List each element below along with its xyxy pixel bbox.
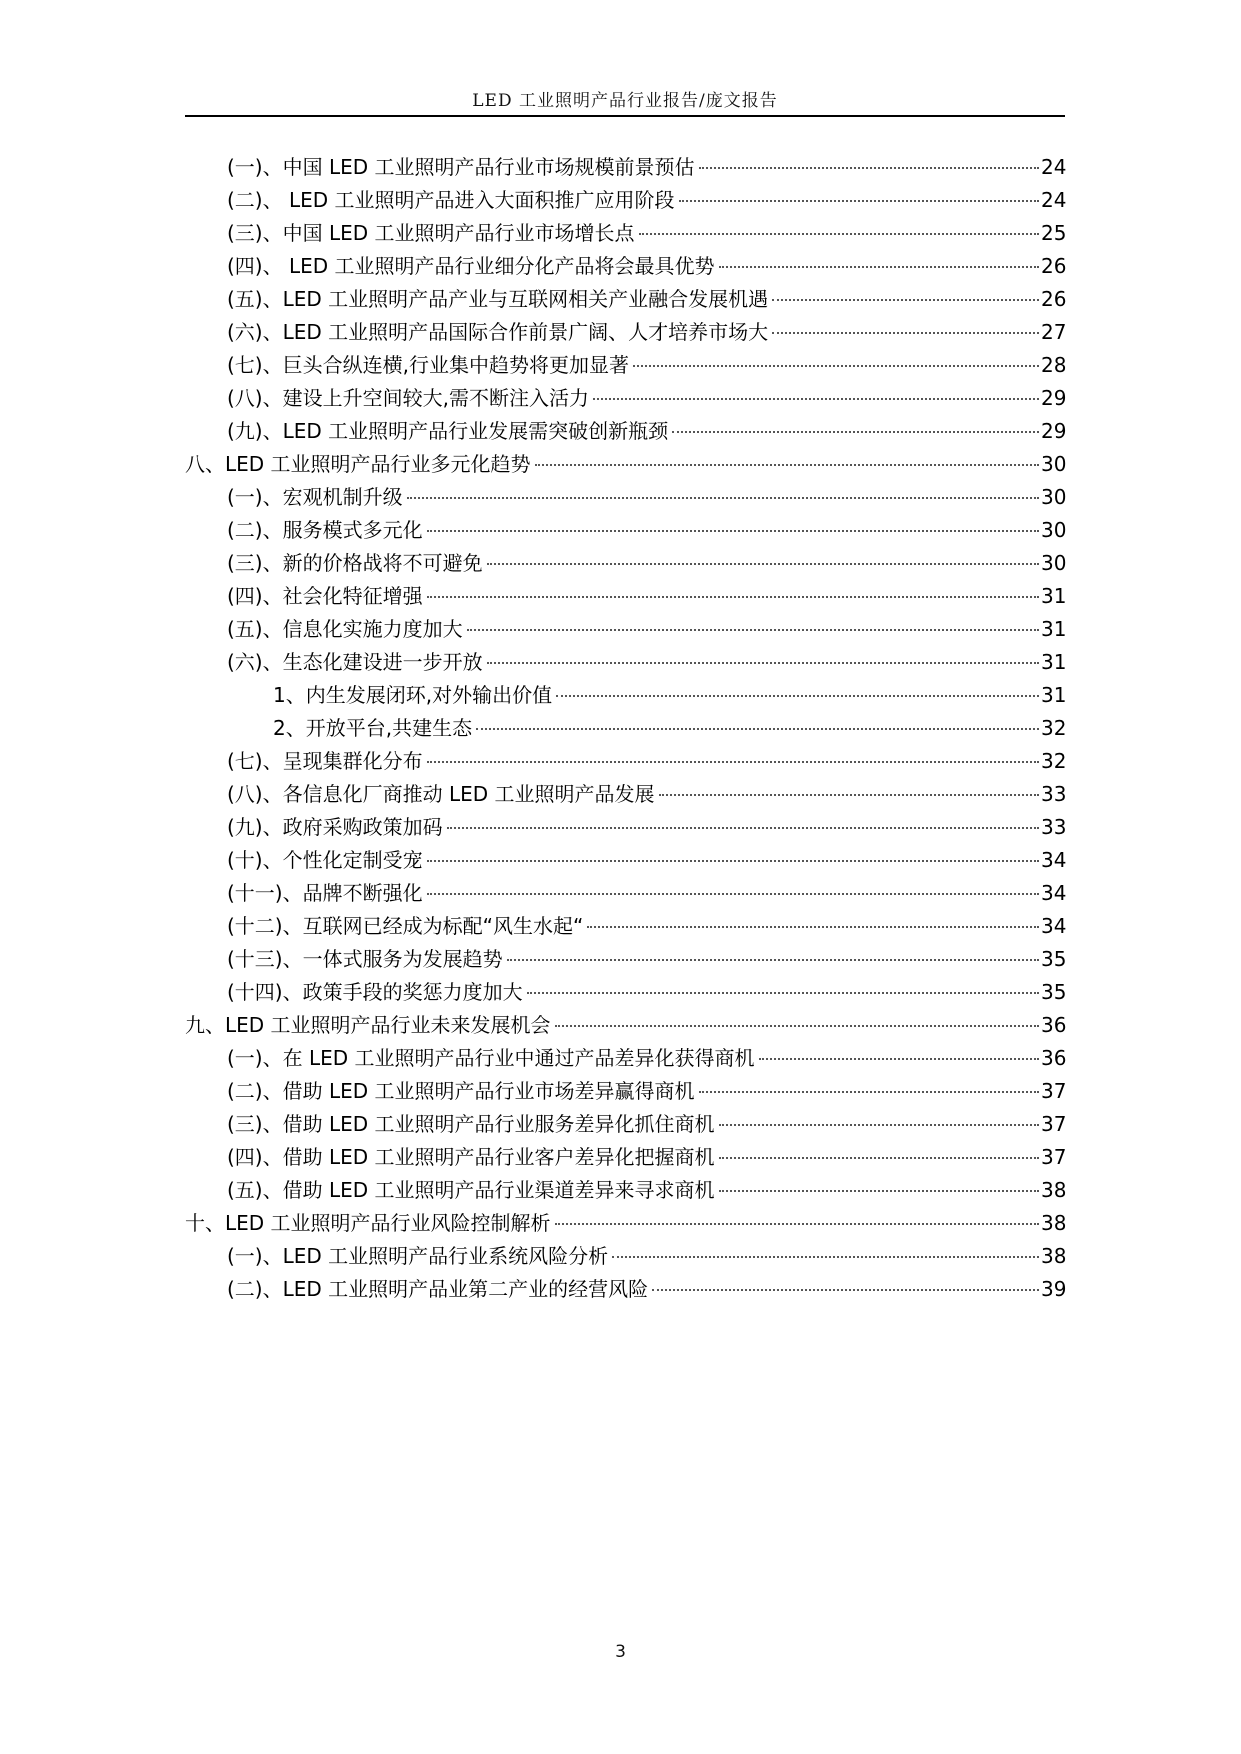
- toc-dot-leader: [699, 1091, 1040, 1093]
- toc-entry[interactable]: [185, 382, 1065, 415]
- toc-entry-page: 38: [1041, 1178, 1067, 1202]
- toc-entry-title: 九、LED 工业照明产品行业未来发展机会: [185, 1013, 551, 1037]
- toc-entry-page: 36: [1041, 1046, 1067, 1070]
- toc-dot-leader: [427, 893, 1039, 895]
- page-header: LED 工业照明产品行业报告/庞文报告: [472, 91, 778, 111]
- toc-dot-leader: [639, 233, 1040, 235]
- toc-entry-page: 34: [1041, 881, 1067, 905]
- toc-entry[interactable]: [185, 1075, 1065, 1108]
- toc-entry-page: 25: [1041, 221, 1067, 245]
- toc-entry-title: (十)、个性化定制受宠: [227, 848, 423, 872]
- toc-entry-title: (二)、LED 工业照明产品业第二产业的经营风险: [227, 1277, 649, 1301]
- toc-dot-leader: [659, 794, 1040, 796]
- toc-entry-page: 31: [1041, 584, 1067, 608]
- toc-entry-page: 29: [1041, 419, 1067, 443]
- toc-entry[interactable]: [185, 745, 1065, 778]
- toc-entry-title: 1、内生发展闭环,对外输出价值: [273, 683, 553, 707]
- toc-dot-leader: [772, 299, 1039, 301]
- toc-entry-page: 27: [1041, 320, 1067, 344]
- toc-entry-title: 2、开放平台,共建生态: [273, 716, 473, 740]
- toc-entry-page: 30: [1041, 518, 1067, 542]
- toc-entry-title: (二)、 LED 工业照明产品进入大面积推广应用阶段: [227, 188, 675, 212]
- toc-entry[interactable]: [185, 217, 1065, 250]
- toc-entry[interactable]: [185, 316, 1065, 349]
- toc-dot-leader: [772, 332, 1039, 334]
- toc-entry[interactable]: [185, 1141, 1065, 1174]
- toc-dot-leader: [699, 167, 1040, 169]
- toc-entry[interactable]: [185, 250, 1065, 283]
- page-number: 3: [615, 1642, 626, 1662]
- toc-entry[interactable]: [185, 943, 1065, 976]
- toc-entry-title: (十四)、政策手段的奖惩力度加大: [227, 980, 523, 1004]
- toc-entry-page: 38: [1041, 1211, 1067, 1235]
- toc-entry[interactable]: [185, 1108, 1065, 1141]
- toc-entry-page: 34: [1041, 914, 1067, 938]
- toc-entry[interactable]: [185, 151, 1065, 184]
- toc-dot-leader: [427, 761, 1039, 763]
- toc-entry-page: 35: [1041, 947, 1067, 971]
- toc-entry[interactable]: [185, 580, 1065, 613]
- toc-entry-title: (九)、LED 工业照明产品行业发展需突破创新瓶颈: [227, 419, 669, 443]
- toc-entry[interactable]: [185, 811, 1065, 844]
- toc-dot-leader: [759, 1058, 1040, 1060]
- toc-dot-leader: [652, 1289, 1039, 1291]
- toc-entry[interactable]: [185, 778, 1065, 811]
- toc-entry-title: (六)、LED 工业照明产品国际合作前景广阔、人才培养市场大: [227, 320, 769, 344]
- toc-dot-leader: [593, 398, 1039, 400]
- toc-entry-title: (三)、借助 LED 工业照明产品行业服务差异化抓住商机: [227, 1112, 715, 1136]
- toc-entry-page: 29: [1041, 386, 1067, 410]
- toc-entry-page: 26: [1041, 254, 1067, 278]
- toc-entry[interactable]: [185, 1174, 1065, 1207]
- toc-entry-title: (四)、社会化特征增强: [227, 584, 423, 608]
- toc-entry-title: (一)、在 LED 工业照明产品行业中通过产品差异化获得商机: [227, 1046, 755, 1070]
- toc-entry-title: 八、LED 工业照明产品行业多元化趋势: [185, 452, 531, 476]
- toc-entry-title: (七)、巨头合纵连横,行业集中趋势将更加显著: [227, 353, 629, 377]
- toc-entry-title: (五)、借助 LED 工业照明产品行业渠道差异来寻求商机: [227, 1178, 715, 1202]
- toc-entry-title: (四)、 LED 工业照明产品行业细分化产品将会最具优势: [227, 254, 715, 278]
- toc-dot-leader: [679, 200, 1040, 202]
- toc-entry-page: 24: [1041, 188, 1067, 212]
- toc-dot-leader: [407, 497, 1039, 499]
- toc-entry-page: 34: [1041, 848, 1067, 872]
- toc-entry[interactable]: [185, 877, 1065, 910]
- toc-dot-leader: [612, 1256, 1039, 1258]
- toc-entry-page: 30: [1041, 485, 1067, 509]
- toc-dot-leader: [487, 662, 1039, 664]
- toc-dot-leader: [719, 1157, 1040, 1159]
- toc-entry[interactable]: [185, 1273, 1065, 1306]
- toc-entry-title: (二)、服务模式多元化: [227, 518, 423, 542]
- toc-entry[interactable]: [185, 184, 1065, 217]
- toc-entry-title: (八)、各信息化厂商推动 LED 工业照明产品发展: [227, 782, 655, 806]
- header-rule: [185, 115, 1065, 117]
- toc-dot-leader: [555, 1223, 1039, 1225]
- toc-entry[interactable]: [185, 1009, 1065, 1042]
- toc-entry-title: (六)、生态化建设进一步开放: [227, 650, 483, 674]
- toc-dot-leader: [719, 1190, 1040, 1192]
- toc-entry-title: (十一)、品牌不断强化: [227, 881, 423, 905]
- toc-entry-title: (五)、LED 工业照明产品产业与互联网相关产业融合发展机遇: [227, 287, 769, 311]
- toc-entry[interactable]: [185, 679, 1065, 712]
- toc-entry[interactable]: [185, 613, 1065, 646]
- toc-entry-title: (三)、新的价格战将不可避免: [227, 551, 483, 575]
- toc-entry-page: 33: [1041, 815, 1067, 839]
- toc-entry[interactable]: [185, 1042, 1065, 1075]
- toc-dot-leader: [719, 266, 1040, 268]
- toc-entry-page: 24: [1041, 155, 1067, 179]
- toc-entry-title: (四)、借助 LED 工业照明产品行业客户差异化把握商机: [227, 1145, 715, 1169]
- toc-entry-page: 31: [1041, 650, 1067, 674]
- toc-entry[interactable]: [185, 1207, 1065, 1240]
- toc-entry-title: (一)、中国 LED 工业照明产品行业市场规模前景预估: [227, 155, 695, 179]
- toc-entry[interactable]: [185, 646, 1065, 679]
- toc-entry-title: (一)、LED 工业照明产品行业系统风险分析: [227, 1244, 609, 1268]
- toc-entry-title: (十二)、互联网已经成为标配“风生水起“: [227, 914, 584, 938]
- toc-entry[interactable]: [185, 844, 1065, 877]
- toc-entry-page: 32: [1041, 749, 1067, 773]
- toc-entry-page: 32: [1041, 716, 1067, 740]
- toc-dot-leader: [556, 695, 1039, 697]
- toc-entry[interactable]: [185, 349, 1065, 382]
- toc-entry[interactable]: [185, 514, 1065, 547]
- toc-entry-page: 35: [1041, 980, 1067, 1004]
- toc-entry-title: (九)、政府采购政策加码: [227, 815, 443, 839]
- toc-dot-leader: [447, 827, 1039, 829]
- toc-entry[interactable]: [185, 1240, 1065, 1273]
- toc-entry-page: 31: [1041, 617, 1067, 641]
- toc-entry-page: 37: [1041, 1112, 1067, 1136]
- toc-entry[interactable]: [185, 910, 1065, 943]
- toc-entry-page: 38: [1041, 1244, 1067, 1268]
- toc-entry-page: 30: [1041, 551, 1067, 575]
- toc-entry-title: (十三)、一体式服务为发展趋势: [227, 947, 503, 971]
- toc-dot-leader: [427, 860, 1039, 862]
- toc-entry[interactable]: [185, 415, 1065, 448]
- toc-dot-leader: [476, 728, 1039, 730]
- toc-entry[interactable]: [185, 283, 1065, 316]
- toc-entry-page: 30: [1041, 452, 1067, 476]
- toc-entry-page: 37: [1041, 1145, 1067, 1169]
- toc-dot-leader: [507, 959, 1039, 961]
- toc-dot-leader: [587, 926, 1039, 928]
- toc-dot-leader: [555, 1025, 1039, 1027]
- toc-entry-page: 39: [1041, 1277, 1067, 1301]
- toc-dot-leader: [527, 992, 1039, 994]
- toc-entry-title: (三)、中国 LED 工业照明产品行业市场增长点: [227, 221, 635, 245]
- toc-entry-title: (七)、呈现集群化分布: [227, 749, 423, 773]
- toc-entry-page: 37: [1041, 1079, 1067, 1103]
- toc-entry-page: 26: [1041, 287, 1067, 311]
- toc-entry-title: (五)、信息化实施力度加大: [227, 617, 463, 641]
- toc-entry[interactable]: [185, 448, 1065, 481]
- toc-dot-leader: [427, 596, 1039, 598]
- toc-entry[interactable]: [185, 547, 1065, 580]
- toc-entry[interactable]: [185, 481, 1065, 514]
- toc-entry-title: (一)、宏观机制升级: [227, 485, 403, 509]
- toc-entry-page: 31: [1041, 683, 1067, 707]
- toc-entry-page: 28: [1041, 353, 1067, 377]
- toc-entry-page: 36: [1041, 1013, 1067, 1037]
- toc-entry-page: 33: [1041, 782, 1067, 806]
- toc-dot-leader: [487, 563, 1039, 565]
- toc-dot-leader: [427, 530, 1039, 532]
- toc-entry-title: 十、LED 工业照明产品行业风险控制解析: [185, 1211, 551, 1235]
- toc-dot-leader: [633, 365, 1039, 367]
- toc-dot-leader: [467, 629, 1039, 631]
- table-of-contents: [185, 151, 1065, 1306]
- toc-entry[interactable]: [185, 712, 1065, 745]
- toc-entry-title: (二)、借助 LED 工业照明产品行业市场差异赢得商机: [227, 1079, 695, 1103]
- toc-entry[interactable]: [185, 976, 1065, 1009]
- toc-dot-leader: [672, 431, 1039, 433]
- toc-dot-leader: [719, 1124, 1040, 1126]
- toc-entry-title: (八)、建设上升空间较大,需不断注入活力: [227, 386, 589, 410]
- toc-dot-leader: [535, 464, 1039, 466]
